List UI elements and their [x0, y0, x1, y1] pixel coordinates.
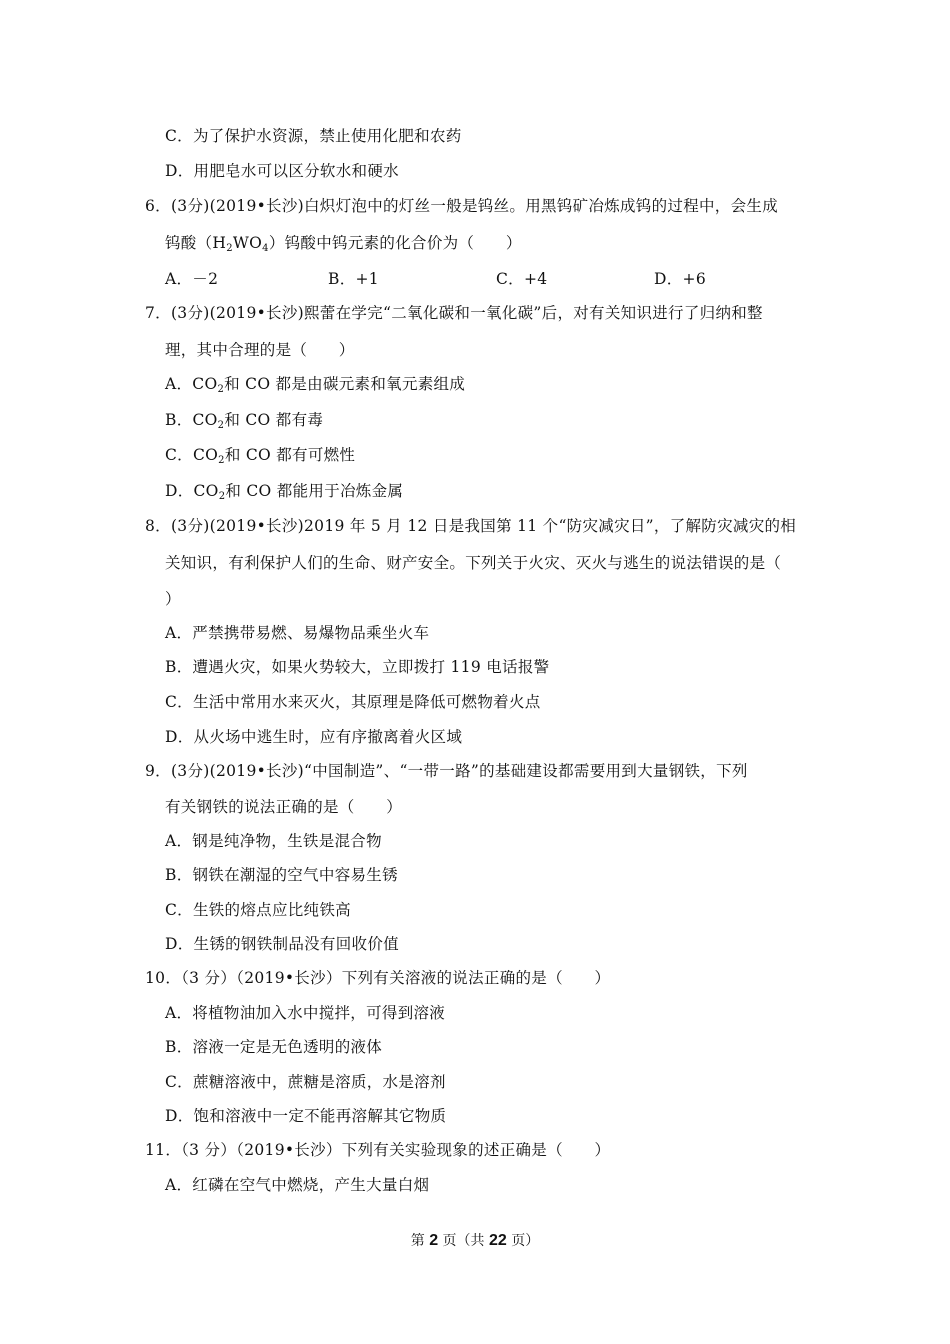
question-7-cont: 理，其中合理的是（ ） — [165, 341, 355, 359]
question-7: 7．(3分)(2019•长沙)熙蕾在学完“二氧化碳和一氧化碳”后，对有关知识进行了归纳和整 — [145, 304, 763, 322]
page-total: 22 — [489, 1232, 507, 1249]
page-footer: 第 2 页（共 22 页） — [410, 1232, 540, 1249]
q8-option-b: B．遭遇火灾，如果火势较大，立即拨打 119 电话报警 — [165, 658, 550, 676]
q9-option-a: A．钢是纯净物，生铁是混合物 — [165, 832, 382, 850]
q8-option-d: D．从火场中逃生时，应有序撤离着火区域 — [165, 728, 463, 746]
question-9-cont: 有关钢铁的说法正确的是（ ） — [165, 798, 403, 816]
page-number: 2 — [429, 1232, 439, 1249]
q6-option-d: D．+6 — [654, 270, 706, 288]
q6-option-b: B．+1 — [328, 270, 379, 288]
question-8: 8．(3分)(2019•长沙)2019 年 5 月 12 日是我国第 11 个“防灾减灾日”，了解防灾减灾的相 — [145, 517, 797, 535]
q7-option-a: A．$CO_2$和 CO 都是由碳元素和氧元素组成 — [165, 375, 466, 395]
question-6-cont: 钨酸$(H_2WO_4)$钨酸中钨元素的化合价为（ ） — [165, 234, 522, 254]
question-8-cont: 关知识，有利保护人们的生命、财产安全。下列关于火灾、灭火与逃生的说法错误的是（ — [165, 554, 782, 572]
q10-option-b: B．溶液一定是无色透明的液体 — [165, 1038, 383, 1056]
question-10: 10．（3 分）（2019•长沙）下列有关溶液的说法正确的是（ ） — [145, 969, 611, 987]
q8-option-c: C．生活中常用水来灭火，其原理是降低可燃物着火点 — [165, 693, 541, 711]
question-9: 9．(3分)(2019•长沙)“中国制造”、“一带一路”的基础建设都需要用到大量钢铁，下列 — [145, 762, 748, 780]
q8-option-a: A．严禁携带易燃、易爆物品乘坐火车 — [165, 624, 430, 642]
q10-option-a: A．将植物油加入水中搅拌，可得到溶液 — [165, 1004, 446, 1022]
q7-option-b: B．$CO_2$和 CO 都有毒 — [165, 411, 324, 431]
q9-option-d: D．生锈的钢铁制品没有回收价值 — [165, 935, 399, 953]
q9-option-c: C．生铁的熔点应比纯铁高 — [165, 901, 351, 919]
q5-option-c: C．为了保护水资源，禁止使用化肥和农药 — [165, 127, 462, 145]
q9-option-b: B．钢铁在潮湿的空气中容易生锈 — [165, 866, 398, 884]
q6-option-c: C．+4 — [496, 270, 548, 288]
q7-option-c: C．$CO_2$和 CO 都有可燃性 — [165, 446, 356, 466]
q11-option-a: A．红磷在空气中燃烧，产生大量白烟 — [165, 1176, 430, 1194]
question-8-cont-2: ） — [165, 590, 181, 608]
q5-option-d: D．用肥皂水可以区分软水和硬水 — [165, 162, 399, 180]
q10-option-c: C．蔗糖溶液中，蔗糖是溶质，水是溶剂 — [165, 1073, 446, 1091]
q6-option-a: A．－2 — [165, 270, 219, 288]
question-11: 11．（3 分）（2019•长沙）下列有关实验现象的述正确是（ ） — [145, 1141, 611, 1159]
q10-option-d: D．饱和溶液中一定不能再溶解其它物质 — [165, 1107, 447, 1125]
q7-option-d: D．$CO_2$和 CO 都能用于冶炼金属 — [165, 482, 404, 502]
question-6: 6．(3分)(2019•长沙)白炽灯泡中的灯丝一般是钨丝。用黑钨矿冶炼成钨的过程中，会生成 — [145, 197, 779, 215]
